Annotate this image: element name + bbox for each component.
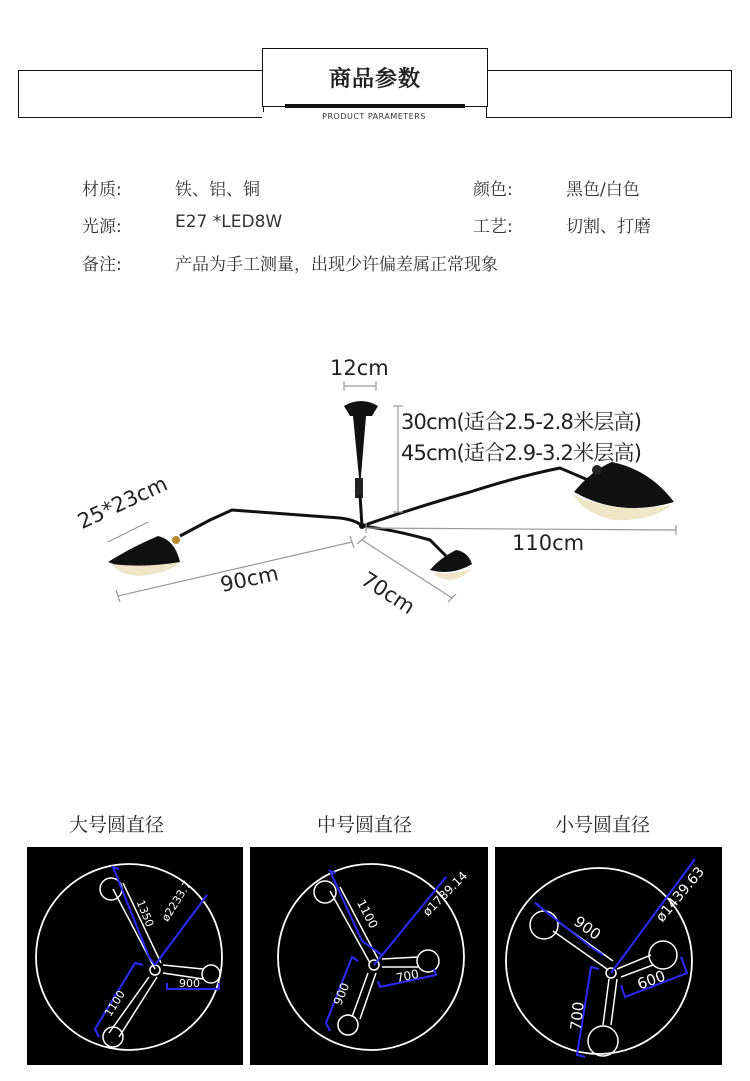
- caption-large: 大号圆直径: [69, 814, 165, 836]
- param-craft-label: 工艺:: [473, 217, 513, 237]
- param-light-label: 光源:: [82, 217, 122, 237]
- left-arm-label: 90cm: [218, 561, 281, 597]
- title-underline: [285, 104, 465, 108]
- param-color-label: 颜色:: [473, 180, 513, 200]
- diagram-medium: [250, 847, 488, 1065]
- param-color-value: 黑色/白色: [566, 180, 640, 200]
- small-arm-b-label: 700: [566, 1000, 588, 1032]
- height-30-label: 30cm(适合2.5-2.8米层高): [401, 410, 642, 434]
- large-arm-b-label: 1100: [102, 988, 128, 1019]
- param-note-label: 备注:: [82, 255, 122, 275]
- section-title: [262, 48, 488, 107]
- section-subtitle: PRODUCT PARAMETERS: [262, 112, 486, 121]
- canopy-width-label: 12cm: [330, 356, 389, 380]
- medium-arm-c-label: 700: [394, 966, 421, 986]
- medium-arm-a-label: 1100: [353, 897, 381, 931]
- small-diameter-label: ø1439.63: [653, 864, 708, 926]
- middle-arm-label: 70cm: [356, 567, 420, 620]
- diagram-small: [495, 847, 722, 1065]
- section-title-text: 商品参数: [328, 67, 421, 92]
- medium-diameter-label: ø1789.14: [420, 868, 471, 919]
- param-light-value: E27 *LED8W: [175, 212, 283, 232]
- shade-size-label: 25*23cm: [74, 471, 172, 534]
- right-arm-label: 110cm: [512, 531, 585, 555]
- param-note-value: 产品为手工测量，出现少许偏差属正常现象: [175, 255, 498, 275]
- large-arm-c-label: 900: [179, 977, 200, 990]
- large-diameter-label: ø2233.7: [159, 878, 194, 924]
- header-frame-right: [486, 70, 732, 118]
- small-arm-a-label: 900: [570, 912, 605, 944]
- caption-small: 小号圆直径: [555, 814, 651, 836]
- diagram-large: [27, 847, 243, 1065]
- caption-medium: 中号圆直径: [317, 814, 413, 836]
- small-arm-c-label: 600: [634, 966, 668, 994]
- param-material-label: 材质:: [82, 180, 122, 200]
- height-45-label: 45cm(适合2.9-3.2米层高): [401, 441, 642, 465]
- header-frame-left: [18, 70, 264, 118]
- large-arm-a-label: 1350: [133, 898, 157, 929]
- param-material-value: 铁、铝、铜: [175, 180, 260, 200]
- param-craft-value: 切割、打磨: [566, 217, 651, 237]
- medium-arm-b-label: 900: [330, 980, 353, 1008]
